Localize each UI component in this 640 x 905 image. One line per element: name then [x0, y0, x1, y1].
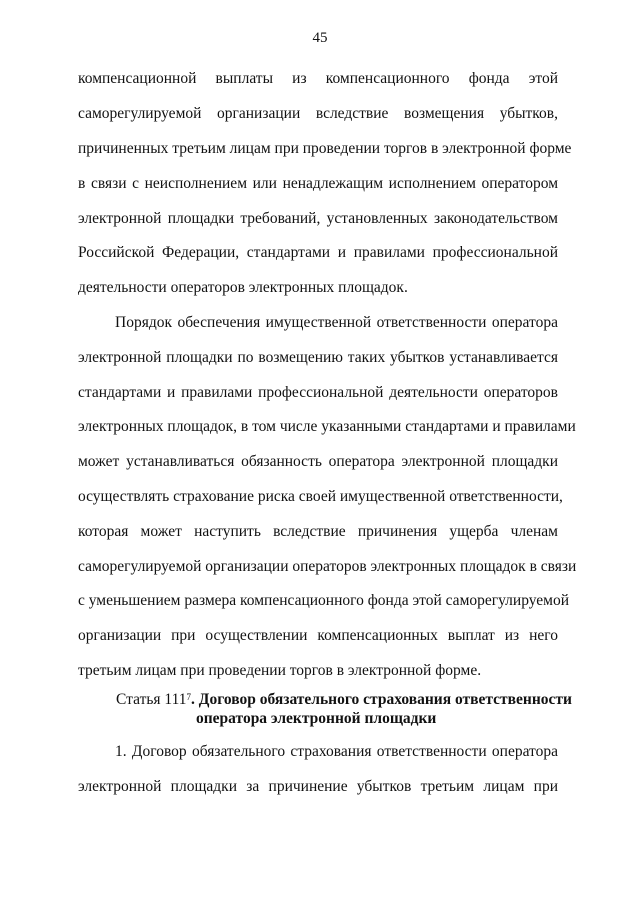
article-title-line1: . Договор обязательного страхования ответственности	[191, 691, 572, 708]
paragraph1-line-6: Российской Федерации, стандартами и правилами профессиональной	[78, 244, 558, 261]
paragraph2-line-10: организации при осуществлении компенсационных выплат из него	[78, 627, 558, 644]
paragraph1-line-5: электронной площадки требований, установленных законодательством	[78, 210, 558, 227]
paragraph1-line-1: компенсационной выплаты из компенсационного фонда этой	[78, 70, 558, 87]
paragraph2-line-5: может устанавливаться обязанность оператора электронной площадки	[78, 453, 558, 470]
paragraph2-line-11: третьим лицам при проведении торгов в электронной форме.	[78, 662, 482, 679]
article-superscript: 7	[186, 692, 192, 702]
paragraph1-line-4: в связи с неисполнением или ненадлежащим исполнением оператором	[78, 175, 558, 192]
paragraph2-line-1: Порядок обеспечения имущественной ответственности оператора	[115, 314, 558, 331]
paragraph2-line-9: с уменьшением размера компенсационного фонда этой саморегулируемой	[78, 592, 570, 609]
article-prefix: Статья 111	[116, 691, 187, 708]
paragraph3-line-1: 1. Договор обязательного страхования ответственности оператора	[115, 743, 558, 760]
paragraph2-line-4: электронных площадок, в том числе указанными стандартами и правилами	[78, 418, 576, 435]
paragraph1-line-3: причиненных третьим лицам при проведении торгов в электронной форме	[78, 140, 572, 157]
paragraph1-line-2: саморегулируемой организации вследствие возмещения убытков,	[78, 105, 558, 122]
article-title-line2-row	[196, 709, 496, 729]
paragraph2-line-3: стандартами и правилами профессиональной деятельности операторов	[78, 384, 558, 401]
paragraph3-line-2: электронной площадки за причинение убытков третьим лицам при	[78, 778, 558, 795]
article-heading	[116, 690, 572, 710]
paragraph1-line-7: деятельности операторов электронных площадок.	[78, 279, 408, 296]
article-title-line2: оператора электронной площадки	[196, 710, 437, 727]
paragraph2-line-7: которая может наступить вследствие причинения ущерба членам	[78, 523, 558, 540]
page-number: 45	[312, 30, 328, 46]
paragraph2-line-6: осуществлять страхование риска своей имущественной ответственности,	[78, 488, 563, 505]
paragraph2-line-8: саморегулируемой организации операторов электронных площадок в связи	[78, 558, 577, 575]
paragraph2-line-2: электронной площадки по возмещению таких убытков устанавливается	[78, 349, 558, 366]
